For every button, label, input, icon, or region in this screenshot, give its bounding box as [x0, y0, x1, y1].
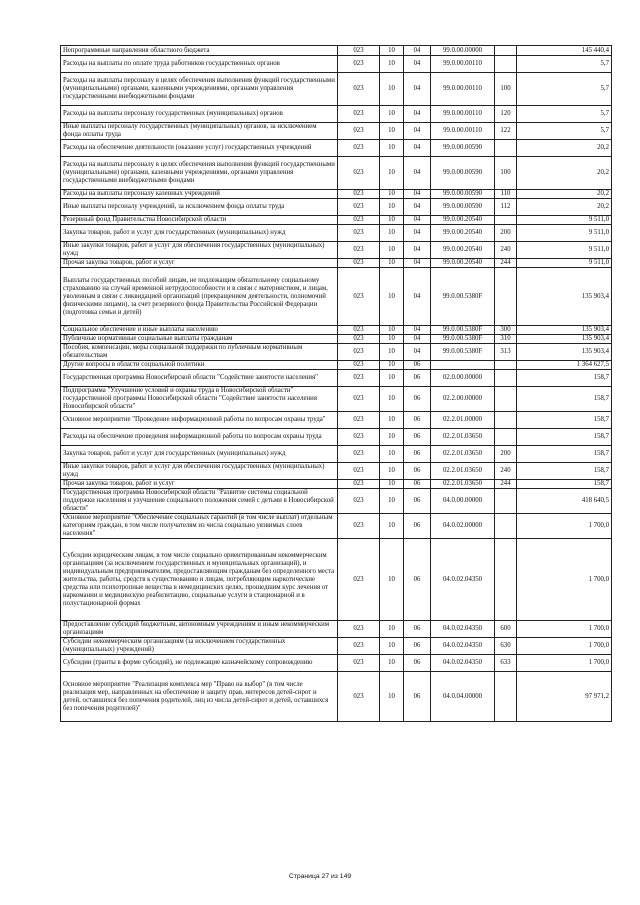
row-amount: 20,2	[517, 140, 612, 157]
row-ved-code: 023	[338, 489, 380, 514]
table-row	[61, 480, 612, 489]
row-ved-code: 023	[338, 225, 380, 242]
row-expense-type-code	[495, 514, 517, 539]
row-amount: 135 903,4	[517, 335, 612, 344]
row-target-code: 99.0.00.5380F	[431, 335, 495, 344]
row-target-code: 99.0.00.00110	[431, 106, 495, 123]
row-target-code: 04.0.02.04350	[431, 655, 495, 672]
table-row	[61, 46, 612, 56]
row-section-code: 10	[380, 123, 404, 140]
row-ved-code: 023	[338, 514, 380, 539]
row-subsection-code: 04	[404, 46, 431, 56]
row-subsection-code: 04	[404, 106, 431, 123]
row-name: Расходы на выплаты персоналу государственных (муниципальных) органов	[61, 106, 338, 123]
row-amount: 158,7	[517, 463, 612, 480]
row-expense-type-code	[495, 46, 517, 56]
row-ved-code: 023	[338, 56, 380, 73]
row-name: Публичные нормативные социальные выплаты гражданам	[61, 335, 338, 344]
row-target-code: 02.2.01.03650	[431, 463, 495, 480]
row-section-code: 10	[380, 446, 404, 463]
row-subsection-code: 06	[404, 370, 431, 387]
row-amount: 9 511,0	[517, 259, 612, 268]
row-name: Расходы на выплаты по оплате труда работников государственных органов	[61, 56, 338, 73]
row-target-code: 04.0.02.00000	[431, 514, 495, 539]
row-target-code: 99.0.00.5380F	[431, 344, 495, 361]
row-target-code: 02.2.01.03650	[431, 429, 495, 446]
row-expense-type-code	[495, 429, 517, 446]
row-subsection-code: 04	[404, 216, 431, 225]
table-row	[61, 539, 612, 621]
row-section-code: 10	[380, 225, 404, 242]
row-section-code: 10	[380, 326, 404, 335]
table-row	[61, 387, 612, 412]
row-subsection-code: 04	[404, 123, 431, 140]
row-section-code: 10	[380, 199, 404, 216]
row-name: Основное мероприятие "Реализация комплекса мер "Право на выбор" (в том числе реализация мер, направленных на обеспечение и защиту прав, интересов детей-сирот и детей, оставшихся без попечения родителей, лиц из числа детей-сирот и детей, оставшихся без попечения родителей)"	[61, 672, 338, 722]
row-target-code: 04.0.04.00000	[431, 672, 495, 722]
row-subsection-code: 04	[404, 326, 431, 335]
row-subsection-code: 04	[404, 140, 431, 157]
row-subsection-code: 06	[404, 361, 431, 370]
row-subsection-code: 04	[404, 335, 431, 344]
row-section-code: 10	[380, 412, 404, 429]
row-expense-type-code: 110	[495, 190, 517, 199]
row-target-code	[431, 361, 495, 370]
row-ved-code: 023	[338, 446, 380, 463]
row-ved-code: 023	[338, 412, 380, 429]
row-section-code: 10	[380, 259, 404, 268]
row-subsection-code: 04	[404, 56, 431, 73]
row-ved-code: 023	[338, 190, 380, 199]
table-row	[61, 225, 612, 242]
row-subsection-code: 04	[404, 242, 431, 259]
row-expense-type-code: 200	[495, 446, 517, 463]
table-row	[61, 463, 612, 480]
table-row	[61, 242, 612, 259]
row-subsection-code: 06	[404, 655, 431, 672]
row-section-code: 10	[380, 655, 404, 672]
row-expense-type-code: 100	[495, 73, 517, 106]
table-row	[61, 56, 612, 73]
table-row	[61, 446, 612, 463]
row-name: Резервный фонд Правительства Новосибирской области	[61, 216, 338, 225]
row-name: Субсидии (гранты в форме субсидий), не подлежащие казначейскому сопровождению	[61, 655, 338, 672]
row-section-code: 10	[380, 46, 404, 56]
row-name: Пособия, компенсации, меры социальной поддержки по публичным нормативным обязательствам	[61, 344, 338, 361]
row-name: Прочая закупка товаров, работ и услуг	[61, 480, 338, 489]
row-name: Предоставление субсидий бюджетным, автономным учреждениям и иным некоммерческим организациям	[61, 621, 338, 638]
row-name: Расходы на обеспечение деятельности (оказание услуг) государственных учреждений	[61, 140, 338, 157]
table-row	[61, 216, 612, 225]
row-expense-type-code: 122	[495, 123, 517, 140]
row-target-code: 99.0.00.00110	[431, 73, 495, 106]
table-row	[61, 73, 612, 106]
row-amount: 135 903,4	[517, 344, 612, 361]
table-row	[61, 123, 612, 140]
row-subsection-code: 06	[404, 446, 431, 463]
row-subsection-code: 04	[404, 344, 431, 361]
row-target-code: 99.0.00.00000	[431, 46, 495, 56]
row-expense-type-code: 310	[495, 335, 517, 344]
row-section-code: 10	[380, 621, 404, 638]
row-target-code: 02.2.01.03650	[431, 480, 495, 489]
row-subsection-code: 06	[404, 489, 431, 514]
table-row	[61, 412, 612, 429]
row-amount: 135 903,4	[517, 268, 612, 326]
table-row	[61, 268, 612, 326]
row-name: Непрограммные направления областного бюджета	[61, 46, 338, 56]
row-subsection-code: 06	[404, 429, 431, 446]
row-section-code: 10	[380, 672, 404, 722]
row-name: Иные выплаты персоналу учреждений, за исключением фонда оплаты труда	[61, 199, 338, 216]
row-name: Субсидии некоммерческим организациям (за исключением государственных (муниципальных) учреждений)	[61, 638, 338, 655]
row-ved-code: 023	[338, 429, 380, 446]
row-section-code: 10	[380, 216, 404, 225]
row-target-code: 02.0.00.00000	[431, 370, 495, 387]
row-section-code: 10	[380, 429, 404, 446]
row-ved-code: 023	[338, 140, 380, 157]
row-name: Иные выплаты персоналу государственных (муниципальных) органов, за исключением фонда оплаты труда	[61, 123, 338, 140]
row-name: Расходы на выплаты персоналу в целях обеспечения выполнения функций государственными (муниципальными) органами, казенными учреждениями, органами управления государственными внебюджетными фондами	[61, 73, 338, 106]
row-ved-code: 023	[338, 344, 380, 361]
row-name: Подпрограмма "Улучшение условий и охраны труда в Новосибирской области" государственной программы Новосибирской области "Содействие занятости населения Новосибирской области"	[61, 387, 338, 412]
row-ved-code: 023	[338, 242, 380, 259]
row-target-code: 99.0.00.00590	[431, 157, 495, 190]
row-amount: 1 700,0	[517, 514, 612, 539]
table-row	[61, 106, 612, 123]
row-subsection-code: 04	[404, 225, 431, 242]
row-subsection-code: 06	[404, 387, 431, 412]
row-amount: 158,7	[517, 429, 612, 446]
row-amount: 20,2	[517, 157, 612, 190]
row-section-code: 10	[380, 361, 404, 370]
row-expense-type-code	[495, 539, 517, 621]
row-amount: 20,2	[517, 190, 612, 199]
row-section-code: 10	[380, 56, 404, 73]
table-row	[61, 638, 612, 655]
budget-table	[60, 45, 612, 722]
table-row	[61, 344, 612, 361]
row-section-code: 10	[380, 489, 404, 514]
row-name: Основное мероприятие "Обеспечение социальных гарантий (в том числе выплат) отдельным категориям граждан, в том числе получателям из числа социально уязвимых слоев населения"	[61, 514, 338, 539]
table-row	[61, 429, 612, 446]
row-target-code: 99.0.00.00590	[431, 190, 495, 199]
row-subsection-code: 06	[404, 463, 431, 480]
row-expense-type-code	[495, 489, 517, 514]
row-target-code: 02.2.00.00000	[431, 387, 495, 412]
row-subsection-code: 06	[404, 514, 431, 539]
table-row	[61, 259, 612, 268]
row-subsection-code: 06	[404, 480, 431, 489]
page-footer: Страница 27 из 149	[288, 873, 352, 880]
row-amount: 1 700,0	[517, 655, 612, 672]
row-target-code: 99.0.00.20540	[431, 259, 495, 268]
row-amount: 20,2	[517, 199, 612, 216]
row-ved-code: 023	[338, 638, 380, 655]
row-amount: 135 903,4	[517, 326, 612, 335]
row-ved-code: 023	[338, 259, 380, 268]
row-subsection-code: 04	[404, 157, 431, 190]
row-expense-type-code	[495, 268, 517, 326]
row-ved-code: 023	[338, 480, 380, 489]
table-row	[61, 199, 612, 216]
row-name: Иные закупки товаров, работ и услуг для обеспечения государственных (муниципальных) нужд	[61, 463, 338, 480]
row-expense-type-code	[495, 412, 517, 429]
row-expense-type-code	[495, 370, 517, 387]
row-name: Другие вопросы в области социальной политики	[61, 361, 338, 370]
row-target-code: 99.0.00.20540	[431, 216, 495, 225]
row-amount: 145 440,4	[517, 46, 612, 56]
table-row	[61, 157, 612, 190]
row-ved-code: 023	[338, 157, 380, 190]
row-target-code: 99.0.00.00590	[431, 199, 495, 216]
row-amount: 5,7	[517, 106, 612, 123]
table-row	[61, 655, 612, 672]
row-expense-type-code	[495, 387, 517, 412]
row-expense-type-code	[495, 216, 517, 225]
row-subsection-code: 06	[404, 672, 431, 722]
row-amount: 158,7	[517, 370, 612, 387]
row-name: Прочая закупка товаров, работ и услуг	[61, 259, 338, 268]
row-section-code: 10	[380, 335, 404, 344]
row-ved-code: 023	[338, 123, 380, 140]
row-amount: 9 511,0	[517, 242, 612, 259]
row-amount: 97 971,2	[517, 672, 612, 722]
row-subsection-code: 04	[404, 73, 431, 106]
row-expense-type-code: 120	[495, 106, 517, 123]
row-ved-code: 023	[338, 463, 380, 480]
row-target-code: 99.0.00.00110	[431, 123, 495, 140]
row-target-code: 99.0.00.5380F	[431, 326, 495, 335]
row-section-code: 10	[380, 480, 404, 489]
row-name: Государственная программа Новосибирской области "Содействие занятости населения"	[61, 370, 338, 387]
row-subsection-code: 04	[404, 259, 431, 268]
row-ved-code: 023	[338, 268, 380, 326]
row-target-code: 99.0.00.20540	[431, 242, 495, 259]
table-row	[61, 514, 612, 539]
row-section-code: 10	[380, 157, 404, 190]
row-name: Субсидии юридическим лицам, в том числе социально ориентированным некоммерческим организациям (за исключением государственных и муниципальных организаций), и индивидуальным предпринимателям, предоставляющим гражданам без определенного места жительства, работы, средств к существованию и лицам, потребляющим наркотические средства или психотропные вещества в немедицинских целях, прошедшим курс лечения от наркомании и медицинскую реабилитацию, социальные услуги в стационарной и в полустационарной формах	[61, 539, 338, 621]
row-ved-code: 023	[338, 73, 380, 106]
row-amount: 9 511,0	[517, 225, 612, 242]
row-expense-type-code: 100	[495, 157, 517, 190]
table-row	[61, 621, 612, 638]
row-expense-type-code: 240	[495, 242, 517, 259]
table-row	[61, 326, 612, 335]
row-amount: 158,7	[517, 412, 612, 429]
row-section-code: 10	[380, 190, 404, 199]
row-ved-code: 023	[338, 326, 380, 335]
row-expense-type-code	[495, 140, 517, 157]
row-subsection-code: 04	[404, 199, 431, 216]
row-section-code: 10	[380, 242, 404, 259]
row-ved-code: 023	[338, 539, 380, 621]
row-amount: 5,7	[517, 56, 612, 73]
row-ved-code: 023	[338, 387, 380, 412]
row-name: Иные закупки товаров, работ и услуг для обеспечения государственных (муниципальных) нужд	[61, 242, 338, 259]
row-ved-code: 023	[338, 46, 380, 56]
row-amount: 1 700,0	[517, 638, 612, 655]
row-target-code: 04.0.02.04350	[431, 539, 495, 621]
row-name: Закупка товаров, работ и услуг для государственных (муниципальных) нужд	[61, 225, 338, 242]
row-amount: 1 700,0	[517, 621, 612, 638]
row-expense-type-code: 112	[495, 199, 517, 216]
row-ved-code: 023	[338, 361, 380, 370]
row-amount: 5,7	[517, 73, 612, 106]
row-ved-code: 023	[338, 199, 380, 216]
row-name: Закупка товаров, работ и услуг для государственных (муниципальных) нужд	[61, 446, 338, 463]
row-expense-type-code: 240	[495, 463, 517, 480]
row-subsection-code: 04	[404, 268, 431, 326]
row-amount: 9 511,0	[517, 216, 612, 225]
row-name: Расходы на выплаты персоналу в целях обеспечения выполнения функций государственными (муниципальными) органами, казенными учреждениями, органами управления государственными внебюджетными фондами	[61, 157, 338, 190]
row-expense-type-code	[495, 672, 517, 722]
row-expense-type-code: 200	[495, 225, 517, 242]
row-section-code: 10	[380, 268, 404, 326]
row-name: Расходы на выплаты персоналу казенных учреждений	[61, 190, 338, 199]
row-subsection-code: 06	[404, 412, 431, 429]
row-target-code: 99.0.00.20540	[431, 225, 495, 242]
row-target-code: 02.2.01.00000	[431, 412, 495, 429]
row-section-code: 10	[380, 370, 404, 387]
row-amount: 418 640,5	[517, 489, 612, 514]
row-ved-code: 023	[338, 672, 380, 722]
row-expense-type-code	[495, 361, 517, 370]
row-subsection-code: 06	[404, 638, 431, 655]
row-ved-code: 023	[338, 621, 380, 638]
row-section-code: 10	[380, 463, 404, 480]
row-target-code: 04.0.02.04350	[431, 638, 495, 655]
row-expense-type-code	[495, 56, 517, 73]
row-section-code: 10	[380, 344, 404, 361]
row-amount: 1 700,0	[517, 539, 612, 621]
row-expense-type-code: 630	[495, 638, 517, 655]
row-target-code: 99.0.00.00110	[431, 56, 495, 73]
row-expense-type-code: 633	[495, 655, 517, 672]
row-amount: 5,7	[517, 123, 612, 140]
row-target-code: 99.0.00.5380F	[431, 268, 495, 326]
row-subsection-code: 06	[404, 621, 431, 638]
row-section-code: 10	[380, 140, 404, 157]
row-ved-code: 023	[338, 106, 380, 123]
row-expense-type-code: 244	[495, 480, 517, 489]
row-name: Государственная программа Новосибирской области "Развитие системы социальной поддержки населения и улучшение социального положения семей с детьми в Новосибирской области"	[61, 489, 338, 514]
table-body	[61, 46, 612, 722]
row-ved-code: 023	[338, 335, 380, 344]
row-section-code: 10	[380, 106, 404, 123]
table-row	[61, 370, 612, 387]
table-row	[61, 190, 612, 199]
row-target-code: 99.0.00.00590	[431, 140, 495, 157]
row-ved-code: 023	[338, 216, 380, 225]
row-name: Расходы на обеспечение проведения информационной работы по вопросам охраны труда	[61, 429, 338, 446]
row-section-code: 10	[380, 73, 404, 106]
row-expense-type-code: 300	[495, 326, 517, 335]
row-amount: 158,7	[517, 480, 612, 489]
row-ved-code: 023	[338, 655, 380, 672]
row-name: Социальное обеспечение и иные выплаты населению	[61, 326, 338, 335]
row-expense-type-code: 244	[495, 259, 517, 268]
table-row	[61, 489, 612, 514]
row-subsection-code: 06	[404, 539, 431, 621]
row-section-code: 10	[380, 514, 404, 539]
row-name: Выплаты государственных пособий лицам, не подлежащим обязательному социальному страхованию на случай временной нетрудоспособности и в связи с материнством, и лицам, уволенным в связи с ликвидацией организаций (прекращением деятельности, полномочий физическими лицами), за счет резервного фонда Правительства Российской Федерации (подготовка семьи и детей)	[61, 268, 338, 326]
row-amount: 1 364 627,5	[517, 361, 612, 370]
row-section-code: 10	[380, 387, 404, 412]
row-amount: 158,7	[517, 446, 612, 463]
table-row	[61, 672, 612, 722]
row-expense-type-code: 600	[495, 621, 517, 638]
row-section-code: 10	[380, 539, 404, 621]
row-target-code: 02.2.01.03650	[431, 446, 495, 463]
table-row	[61, 335, 612, 344]
row-section-code: 10	[380, 638, 404, 655]
table-row	[61, 361, 612, 370]
row-target-code: 04.0.02.04350	[431, 621, 495, 638]
row-target-code: 04.0.00.00000	[431, 489, 495, 514]
row-ved-code: 023	[338, 370, 380, 387]
row-amount: 158,7	[517, 387, 612, 412]
table-row	[61, 140, 612, 157]
row-expense-type-code: 313	[495, 344, 517, 361]
row-subsection-code: 04	[404, 190, 431, 199]
row-name: Основное мероприятие "Проведение информационной работы по вопросам охраны труда"	[61, 412, 338, 429]
